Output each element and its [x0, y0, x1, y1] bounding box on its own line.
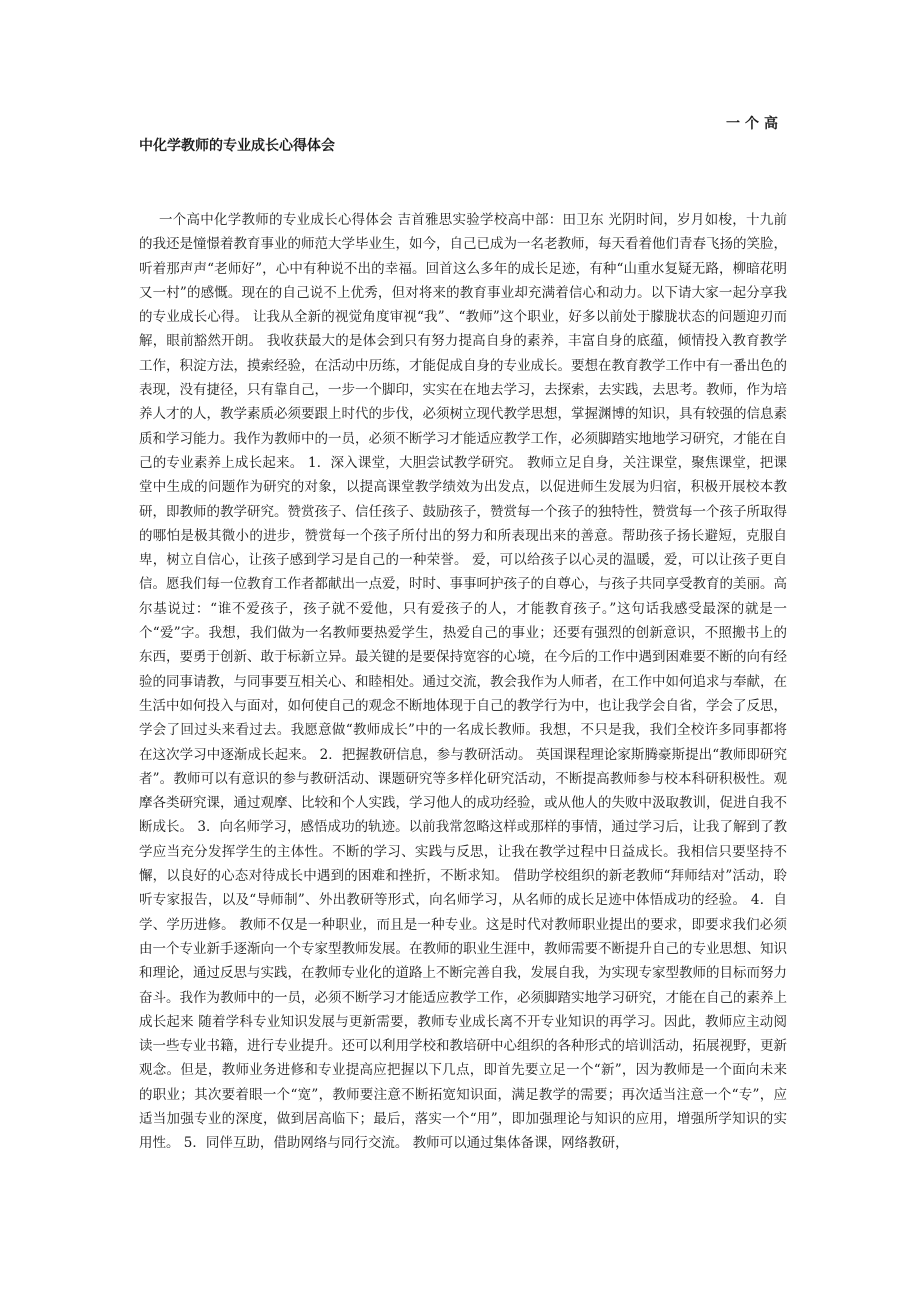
- document-body-paragraph: 一个高中化学教师的专业成长心得体会 吉首雅思实验学校高中部：田卫东 光阴时间，岁月如梭，十九前的我还是憧憬着教育事业的师范大学毕业生，如今，自己已成为一名老教师，每天看着他们青春飞扬的笑脸，听着那声声“老师好”，心中有种说不出的幸福。回首这么多年的成长足迹，有种“山重水复疑无路，柳暗花明又一村”的感慨。现在的自己说不上优秀，但对将来的教育事业却充满着信心和动力。以下请大家一起分享我的专业成长心得。 让我从全新的视觉角度审视“我”、“教师”这个职业，好多以前处于朦胧状态的问题迎刃而解，眼前豁然开朗。 我收获最大的是体会到只有努力提高自身的素养，丰富自身的底蕴，倾情投入教育教学工作，积淀方法，摸索经验，在活动中历练，才能促成自身的专业成长。要想在教育教学工作中有一番出色的表现，没有捷径，只有靠自己，一步一个脚印，实实在在地去学习，去探索，去实践，去思考。教师，作为培养人才的人，教学素质必须要跟上时代的步伐，必须树立现代教学思想，掌握渊博的知识，具有较强的信息素质和学习能力。我作为教师中的一员，必须不断学习才能适应教学工作，必须脚踏实地地学习研究，才能在自己的专业素养上成长起来。 1．深入课堂，大胆尝试教学研究。 教师立足自身，关注课堂，聚焦课堂，把课堂中生成的问题作为研究的对象，以提高课堂教学绩效为出发点，以促进师生发展为归宿，积极开展校本教研，即教师的教学研究。赞赏孩子、信任孩子、鼓励孩子，赞赏每一个孩子的独特性，赞赏每一个孩子所取得的哪怕是极其微小的进步，赞赏每一个孩子所付出的努力和所表现出来的善意。帮助孩子扬长避短，克服自卑，树立自信心，让孩子感到学习是自己的一种荣誉。 爱，可以给孩子以心灵的温暖，爱，可以让孩子更自信。愿我们每一位教育工作者都献出一点爱，时时、事事呵护孩子的自尊心，与孩子共同享受教育的美丽。高尔基说过：“谁不爱孩子，孩子就不爱他，只有爱孩子的人，才能教育孩子。”这句话我感受最深的就是一个“爱”字。我想，我们做为一名教师要热爱学生，热爱自己的事业；还要有强烈的创新意识，不照搬书上的东西，要勇于创新、敢于标新立异。最关键的是要保持宽容的心境，在今后的工作中遇到困难要不断的向有经验的同事请教，与同事要互相关心、和睦相处。通过交流，教会我作为人师者，在工作中如何追求与奉献，在生活中如何投入与面对，如何使自己的观念不断地体现于自己的教学行为中，也让我学会自省，学会了反思，学会了回过头来看过去。我愿意做“教师成长”中的一名成长教师。我想，不只是我，我们全校许多同事都将在这次学习中逐渐成长起来。 2．把握教研信息，参与教研活动。 英国课程理论家斯腾豪斯提出“教师即研究者”。教师可以有意识的参与教研活动、课题研究等多样化研究活动，不断提高教师参与校本科研积极性。观摩各类研究课，通过观摩、比较和个人实践，学习他人的成功经验，或从他人的失败中汲取教训，促进自我不断成长。 3．向名师学习，感悟成功的轨迹。以前我常忽略这样或那样的事情，通过学习后，让我了解到了教学应当充分发挥学生的主体性。不断的学习、实践与反思，让我在教学过程中日益成长。我相信只要坚持不懈，以良好的心态对待成长中遇到的困难和挫折，不断求知。 借助学校组织的新老教师“拜师结对”活动，聆听专家报告，以及“导师制”、外出教研等形式，向名师学习，从名师的成长足迹中体悟成功的经验。 4．自学、学历进修。 教师不仅是一种职业，而且是一种专业。这是时代对教师职业提出的要求，即要求我们必须由一个专业新手逐渐向一个专家型教师发展。在教师的职业生涯中，教师需要不断提升自己的专业思想、知识和理论，通过反思与实践，在教师专业化的道路上不断完善自我，发展自我，为实现专家型教师的目标而努力奋斗。我作为教师中的一员，必须不断学习才能适应教学工作，必须脚踏实地学习研究，才能在自己的素养上成长起来 随着学科专业知识发展与更新需要，教师专业成长离不开专业知识的再学习。因此，教师应主动阅读一些专业书籍，进行专业提升。还可以利用学校和教培研中心组织的各种形式的培训活动，拓展视野，更新观念。但是，教师业务进修和专业提高应把握以下几点，即首先要立足一个“新”，因为教师是一个面向未来的职业；其次要着眼一个“宽”，教师要注意不断拓宽知识面，满足教学的需要；再次适当注意一个“专”，应适当加强专业的深度，做到居高临下；最后，落实一个“用”，即加强理论与知识的应用，增强所学知识的实用性。 5．同伴互助，借助网络与同行交流。 教师可以通过集体备课，网络教研，: [139, 212, 787, 1152]
- document-title-line-1: 一个高: [726, 116, 783, 132]
- document-title-line-2: 中化学教师的专业成长心得体会: [139, 138, 335, 154]
